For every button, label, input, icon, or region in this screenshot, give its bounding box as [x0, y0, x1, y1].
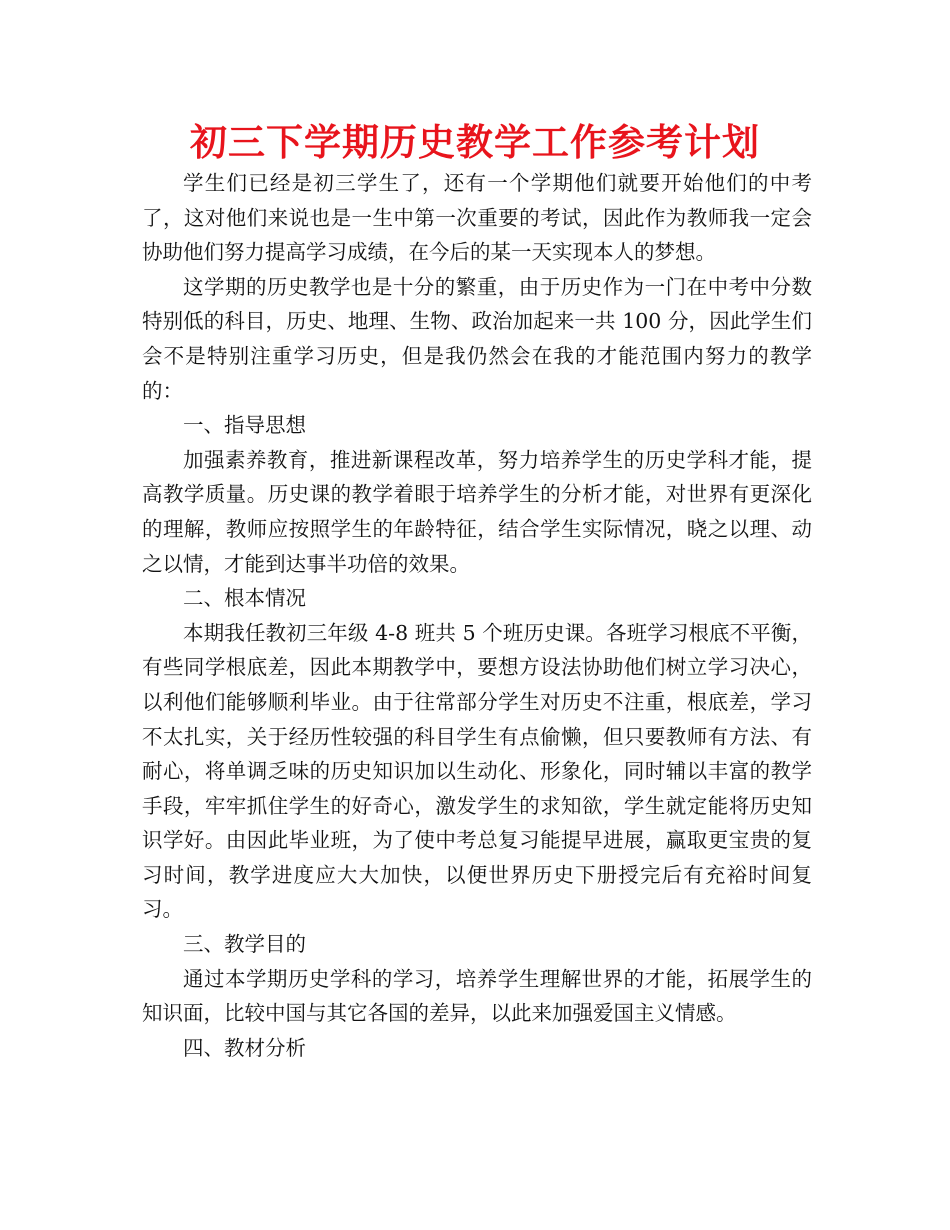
paragraph-teaching-goals: 通过本学期历史学科的学习，培养学生理解世界的才能，拓展学生的知识面，比较中国与其它各国的差异，以此来加强爱国主义情感。 [142, 966, 812, 1026]
document-title: 初三下学期历史教学工作参考计划 [190, 121, 760, 164]
section-heading-teaching-goals: 三、教学目的 [183, 932, 306, 957]
section-heading-guiding-ideology: 一、指导思想 [183, 413, 306, 438]
paragraph-guiding-ideology: 加强素养教育，推进新课程改革，努力培养学生的历史学科才能，提高教学质量。历史课的教学着眼于培养学生的分析才能，对世界有更深化的理解，教师应按照学生的年龄特征，结合学生实际情况，晓之以理、动之以情，才能到达事半功倍的效果。 [142, 447, 812, 576]
paragraph-basic-situation: 本期我任教初三年级 4-8 班共 5 个班历史课。各班学习根底不平衡，有些同学根底差，因此本期教学中，要想方设法协助他们树立学习决心，以利他们能够顺利毕业。由于往常部分学生对历史不注重，根底差，学习不太扎实，关于经历性较强的科目学生有点偷懒，但只要教师有方法、有耐心，将单调乏味的历史知识加以生动化、形象化，同时辅以丰富的教学手段，牢牢抓住学生的好奇心，激发学生的求知欲，学生就定能将历史知识学好。由因此毕业班，为了使中考总复习能提早进展，赢取更宝贵的复习时间，教学进度应大大加快，以便世界历史下册授完后有充裕时间复习。 [142, 620, 812, 922]
section-heading-textbook-analysis: 四、教材分析 [183, 1035, 306, 1060]
section-heading-basic-situation: 二、根本情况 [183, 586, 306, 611]
document-body [142, 166, 812, 1065]
paragraph-background: 这学期的历史教学也是十分的繁重，由于历史作为一门在中考中分数特别低的科目，历史、地理、生物、政治加起来一共 100 分，因此学生们会不是特别注重学习历史，但是我仍然会在我的才能范围内努力的教学的： [142, 274, 812, 403]
paragraph-intro: 学生们已经是初三学生了，还有一个学期他们就要开始他们的中考了，这对他们来说也是一生中第一次重要的考试，因此作为教师我一定会协助他们努力提高学习成绩，在今后的某一天实现本人的梦想。 [142, 171, 812, 265]
